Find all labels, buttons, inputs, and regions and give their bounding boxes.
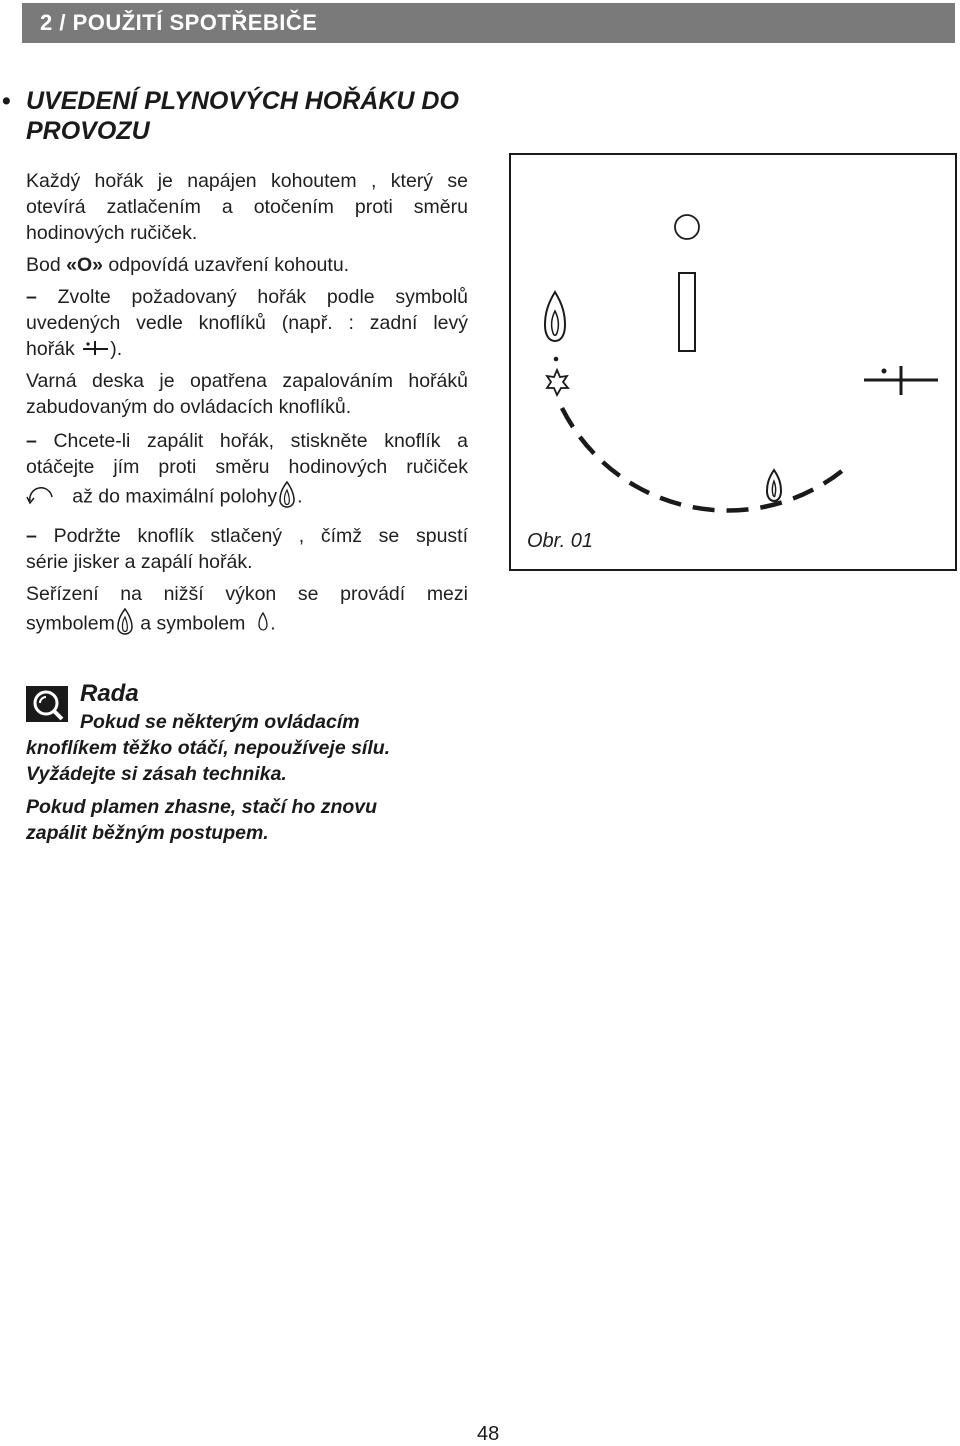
counterclockwise-arrow-icon (26, 483, 56, 512)
paragraph-hold-knob: – Podržte knoflík stlačený , čímž se spustí série jisker a zapálí hořák. (26, 525, 468, 573)
min-flame-icon (767, 470, 781, 501)
text-line: hodinových ručiček. (26, 222, 198, 244)
large-flame-icon (277, 480, 297, 515)
magnifier-tip-icon (26, 686, 70, 729)
bullet-marker: • (2, 87, 11, 115)
knob-diagram (509, 153, 957, 571)
off-position-circle (675, 215, 699, 239)
rotation-arc (562, 408, 848, 511)
tip-line: Vyžádejte si zásah technika. (26, 763, 287, 785)
ignition-spark-icon (547, 370, 568, 395)
text-line: zabudovaným do ovládacích knoflíků. (26, 396, 352, 418)
paragraph-off-position: Bod «O» odpovídá uzavření kohoutu. (26, 254, 350, 276)
dash-marker: – (26, 286, 37, 308)
figure-caption: Obr. 01 (527, 530, 593, 552)
paragraph-ignition (26, 368, 468, 420)
text-line: otevírá zatlačením a otočením proti směru (26, 196, 468, 218)
text-line: Seřízení na nižší výkon se provádí mezi (26, 583, 468, 605)
tip-line: zapálit běžným postupem. (26, 822, 269, 844)
max-flame-icon (545, 292, 565, 341)
text-line: Každý hořák je napájen kohoutem , který se (26, 170, 468, 192)
paragraph-select-burner: – Zvolte požadovaný hořák podle symbolů uvedených vedle knoflíků (např. : zadní levý hořák ). (26, 284, 468, 363)
page-number: 48 (477, 1423, 500, 1445)
knob-indicator (679, 273, 695, 351)
chapter-title: 2 / POUŽITÍ SPOTŘEBIČE (40, 10, 318, 35)
rear-left-burner-icon (864, 366, 938, 395)
off-symbol: «O» (66, 254, 103, 276)
large-flame-icon (115, 607, 135, 642)
tip-heading: Rada (80, 680, 139, 707)
text-line: série jisker a zapálí hořák. (26, 551, 253, 573)
section-title: UVEDENÍ PLYNOVÝCH HOŘÁKU DO PROVOZU (26, 87, 459, 145)
dash-marker: – (26, 525, 37, 547)
tip-line: Pokud se některým ovládacím (80, 711, 360, 733)
rear-left-burner-icon (80, 337, 110, 363)
small-flame-icon (256, 611, 270, 638)
text-line: otáčejte jím proti směru hodinových ručiček (26, 456, 468, 478)
dash-marker: – (26, 430, 37, 452)
dot-marker (554, 357, 559, 362)
tip-line: Pokud plamen zhasne, stačí ho znovu (26, 796, 378, 818)
knob-diagram-drawing (511, 155, 955, 569)
text-line: uvedených vedle knoflíků (např. : zadní levý (26, 312, 468, 334)
chapter-header (22, 3, 955, 43)
text-line: Varná deska je opatřena zapalováním hořáků (26, 370, 468, 392)
paragraph-adjust-power: Seřízení na nižší výkon se provádí mezi symbolem a symbolem . (26, 581, 468, 642)
tip-line: knoflíkem těžko otáčí, nepoužíveje sílu. (26, 737, 391, 759)
paragraph-tap-info (26, 168, 468, 246)
paragraph-light-burner: – Chcete-li zapálit hořák, stiskněte knoflík a otáčejte jím proti směru hodinových ručiček až do maximální polohy . (26, 428, 468, 515)
